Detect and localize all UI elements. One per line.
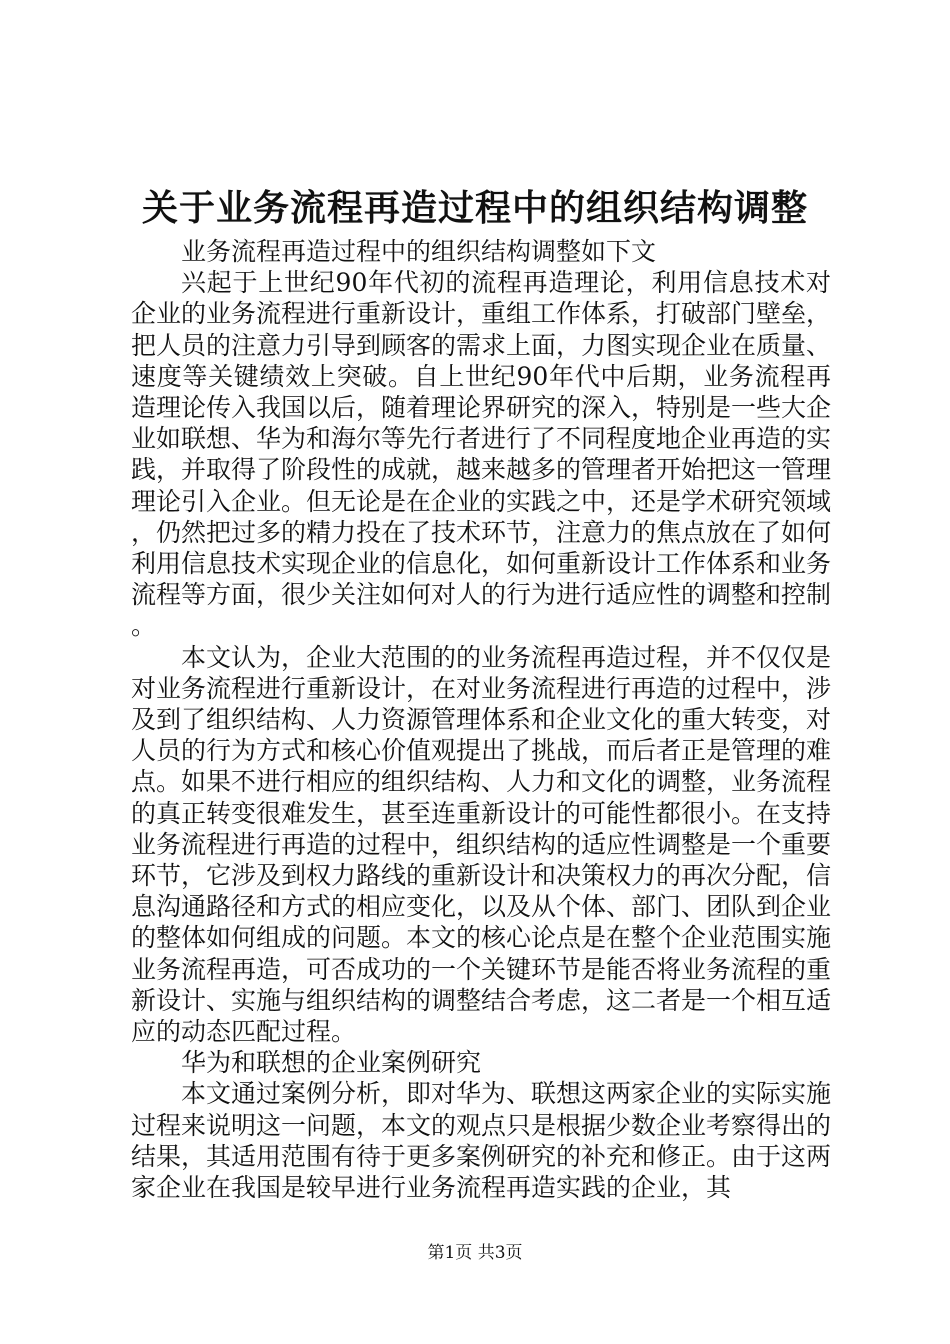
paragraph-case-study: 本文通过案例分析，即对华为、联想这两家企业的实际实施过程来说明这一问题，本文的观点只是根据少数企业考察得出的结果，其适用范围有待于更多案例研究的补充和修正。由于这两家企业在我国是较早进行业务流程再造实践的企业，其 xyxy=(131,1079,832,1203)
section-heading-case-study: 华为和联想的企业案例研究 xyxy=(181,1048,482,1078)
document-title: 关于业务流程再造过程中的组织结构调整 xyxy=(141,187,808,229)
paragraph-intro: 业务流程再造过程中的组织结构调整如下文 xyxy=(181,237,657,266)
document-body xyxy=(131,236,831,1203)
paragraph-background: 兴起于上世纪90年代初的流程再造理论，利用信息技术对企业的业务流程进行重新设计，重组工作体系，打破部门壁垒，把人员的注意力引导到顾客的需求上面，力图实现企业在质量、速度等关键绩效上突破。自上世纪90年代中后期，业务流程再造理论传入我国以后，随着理论界研究的深入，特别是一些大企业如联想、华为和海尔等先行者进行了不同程度地企业再造的实践，并取得了阶段性的成就，越来越多的管理者开始把这一管理理论引入企业。但无论是在企业的实践之中，还是学术研究领域，仍然把过多的精力投在了技术环节，注意力的焦点放在了如何利用信息技术实现企业的信息化，如何重新设计工作体系和业务流程等方面，很少关注如何对人的行为进行适应性的调整和控制。 xyxy=(131,268,832,641)
paragraph-thesis: 本文认为，企业大范围的的业务流程再造过程，并不仅仅是对业务流程进行重新设计，在对业务流程进行再造的过程中，涉及到了组织结构、人力资源管理体系和企业文化的重大转变，对人员的行为方式和核心价值观提出了挑战，而后者正是管理的难点。如果不进行相应的组织结构、人力和文化的调整，业务流程的真正转变很难发生，甚至连重新设计的可能性都很小。在支持业务流程进行再造的过程中，组织结构的适应性调整是一个重要环节，它涉及到权力路线的重新设计和决策权力的再次分配，信息沟通路径和方式的相应变化，以及从个体、部门、团队到企业的整体如何组成的问题。本文的核心论点是在整个企业范围实施业务流程再造，可否成功的一个关键环节是能否将业务流程的重新设计、实施与组织结构的调整结合考虑，这二者是一个相互适应的动态匹配过程。 xyxy=(131,642,832,1047)
page-number-footer: 第1页 共3页 xyxy=(427,1243,523,1263)
